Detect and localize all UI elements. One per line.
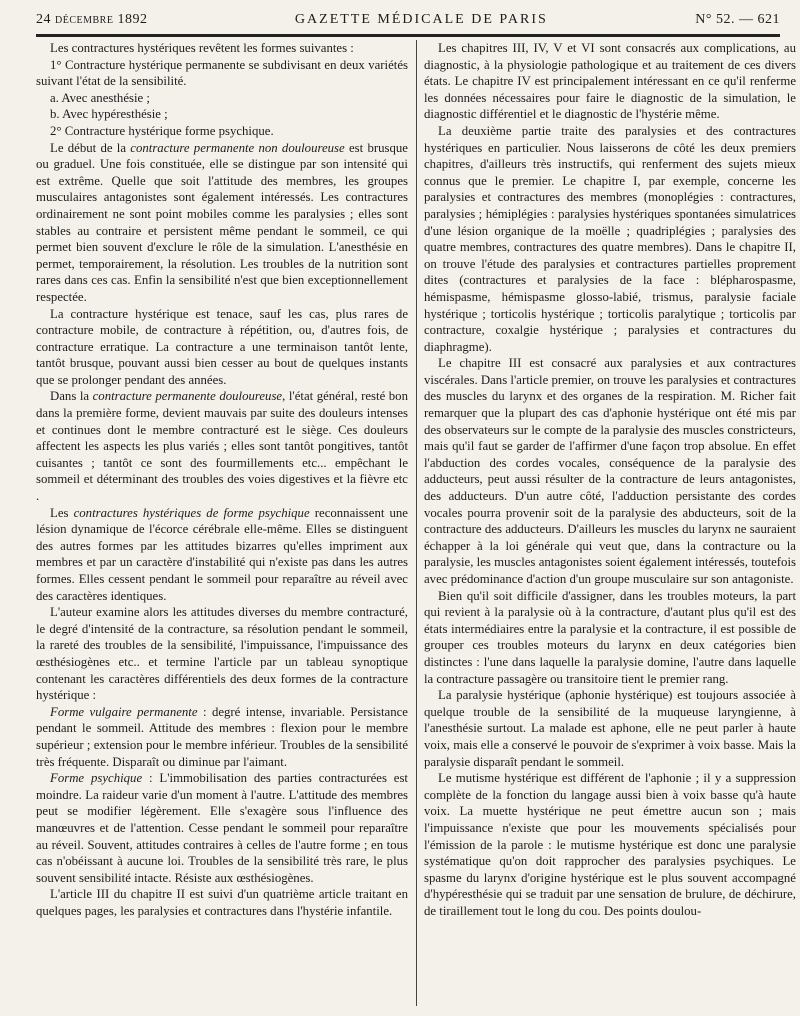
page-header [36,6,780,34]
list-item: 2° Contracture hystérique forme psychique. [50,123,274,138]
right-paragraph: Le chapitre III est consacré aux paralysies et aux contractures viscérales. Dans l'article premier, on trouve les paralysies et contractures des muscles du larynx et des organes de la respiration. M. Richer fait remarquer que la plupart des cas d'aphonie hystérique ont été mis par des observateurs sur le compte de la paralysie des muscles constricteurs, mais qu'il faut se garder de l'affirmer d'une façon trop absolue. En effet l'abduction des cordes vocales, conséquence de la paralysie des adducteurs, peut aussi résulter de la contracture de leurs antagonistes, des adducteurs. D'un autre côté, l'adduction persistante des cordes vocales pourra provenir soit de la paralysie des abducteurs, soit de la contracture des adducteurs. D'ailleurs les muscles du larynx ne sauraient échapper à la loi générale qui veut que, dans la contracture ou la paralysie, les muscles antagonistes soient également intéressés, toutefois avec prédominance d'action d'un groupe musculaire sur son antagoniste. [424,356,796,586]
header-page-number: N° 52. — 621 [695,12,780,27]
right-column [424,40,796,1010]
header-title: GAZETTE MÉDICALE DE PARIS [294,12,548,27]
header-rule [36,34,780,37]
right-paragraph: La paralysie hystérique (aphonie hystérique) est toujours associée à quelque trouble de la sensibilité de la muqueuse laryngienne, à l'anesthésie surtout. La malade est aphone, elle ne peut parler à haute voix, mais elle a conservé le pouvoir de s'exprimer à voix basse. Mais la paralysie disparaît pendant le sommeil. [424,688,796,769]
list-item: b. Avec hypéresthésie ; [50,107,168,122]
forms-list [36,57,408,140]
right-paragraph: La deuxième partie traite des paralysies et des contractures hystériques en particulier. Nous laisserons de côté les deux premiers chapitres, d'ailleurs très instructifs, qui renferment des sujets mieux connus que le premier. Le chapitre I, par exemple, concerne les paralysies et contractures des membres (monoplégies : contractures, paralysies ; hémiplégies : paralysies hystériques spontanées simulatrices d'une lésion organique de la moëlle ; quadriplégies ; paralysies des quatre membres, contractures des quatre membres). Dans le chapitre II, on trouve l'étude des paralysies et contractures partielles proprement dites (contractures et paralysies de la face : blépharospasme, hémispasme, hémispasme glosso-labié, trismus, paralysie faciale hystérique ; torticolis hystérique ; torticolis paralytique ; torticolis par contracture, coxalgie hystérique ; paralysies et contractures du diaphragme). [424,123,796,354]
left-paragraph: Les contractures hystériques revêtent les formes suivantes : [50,41,354,55]
left-paragraph: La contracture hystérique est tenace, sauf les cas, plus rares de contracture mobile, de contracture à répétition, ou, d'autres fois, de contracture erratique. La contracture a une terminaison tantôt lente, tantôt brusque, pouvant aussi bien cesser au bout de quelques instants que se prolonger pendant des années. [36,306,408,387]
list-item: 1° Contracture hystérique permanente se subdivisant en deux variétés suivant l'état de la sensibilité. [36,57,408,89]
left-paragraph: Forme psychique : L'immobilisation des parties contracturées est moindre. La raideur varie d'un moment à l'autre. L'attitude des membres peut se modifier légèrement. Elle s'exagère sous l'influence des manœuvres et de l'attention. Cesse pendant le sommeil pour reparaître au réveil. Souvent, attitudes contraires à celles de l'autre forme ; en tous cas n'obéissant à aucune loi. Troubles de la sensibilité très rare, le plus souvent sensibilité intacte. Résiste aux œsthésiogènes. [36,771,408,885]
left-column [36,40,408,1010]
left-paragraph: Les contractures hystériques de forme psychique reconnaissent une lésion dynamique de l'écorce cérébrale elle-même. Elles se distinguent des autres formes par les attitudes bizarres qu'elles impriment aux membres et par un caractère d'instabilité qui n'existe pas dans les autres formes. Elles cessent pendant le sommeil pour reparaître au réveil avec des caractères identiques. [36,505,408,603]
right-paragraph: Les chapitres III, IV, V et VI sont consacrés aux complications, au diagnostic, à la physiologie pathologique et au traitement de ces divers états. Le chapitre IV est principalement intéressant en ce qu'il renferme les données nécessaires pour faire le diagnostic de la simulation, le diagnostic différentiel et le diagnostic de l'hystérie même. [424,41,796,122]
left-paragraph: Le début de la contracture permanente non douloureuse est brusque ou graduel. Une fois constituée, elle se distingue par son intensité qui est extrême. Quelle que soit l'attitude des membres, les groupes musculaires antagonistes sont également intéressés. Les contractures ordinairement ne sont point mobiles comme les paralysies ; elles sont stables au contraire et persistent même pendant le sommeil, ce qui permet bien souvent d'exclure le rôle de la simulation. L'anesthésie en permet, temporairement, la résolution. Les troubles de la nutrition sont rares dans ces cas. Enfin la sensibilité n'est que bien exceptionnellement respectée. [36,140,408,304]
left-paragraph: Dans la contracture permanente douloureuse, l'état général, resté bon dans la première forme, devient mauvais par suite des douleurs intenses et continues dont le membre contracturé est le siège. Ces douleurs affectent les aspects les plus variés ; elles sont tantôt pongitives, tantôt cuisantes ; tantôt ce sont des fourmillements etc... empêchant le sommeil et déterminant des troubles des voies digestives et la fièvre etc . [36,389,408,504]
right-paragraph: Bien qu'il soit difficile d'assigner, dans les troubles moteurs, la part qui revient à la paralysie où à la contracture, d'autant plus qu'il est des états intermédiaires entre la paralysie et la contracture, il est possible de grouper ces troubles moteurs du larynx en deux catégories bien distinctes : l'une dans laquelle la paralysie domine, l'autre dans laquelle la contracture passagère ou transitoire tient le premier rang. [424,588,796,686]
left-paragraph: Forme vulgaire permanente : degré intense, invariable. Persistance pendant le sommeil. Attitude des membres : flexion pour le membre supérieur ; extension pour le membre inférieur. Troubles de la sensibilité très fréquente. Disparaît ou diminue par l'aimant. [36,704,408,769]
header-date: 24 décembre 1892 [36,12,148,27]
list-item: a. Avec anesthésie ; [50,90,150,105]
left-paragraph: L'auteur examine alors les attitudes diverses du membre contracturé, le degré d'intensité de la contracture, sa résolution pendant le sommeil, la rareté des troubles de la sensibilité, l'impuissance, l'impuissance des œsthésiogènes etc.. et termine l'article par un tableau synoptique contenant les caractères différentiels des deux formes de la contracture hystérique : [36,605,408,703]
right-paragraph: Le mutisme hystérique est différent de l'aphonie ; il y a suppression complète de la fonction du langage aussi bien à voix basse qu'à haute voix. La muette hystérique ne peut émettre aucun son ; mais l'impuissance n'existe que pour les mouvements spécialisés pour l'émission de la parole : le mutisme hystérique est donc une paralysie systématique qu'on doit rapprocher des paralysies psychiques. Le spasme du larynx d'origine hystérique est le plus souvent accompagné d'hypéresthésie qui se traduit par une sensation de brulure, de déchirure, de tiraillement tout le long du cou. Des points doulou- [424,771,796,918]
left-paragraph: L'article III du chapitre II est suivi d'un quatrième article traitant en quelques pages, les paralysies et contractures dans l'hystérie infantile. [36,887,408,918]
column-divider [416,40,417,1006]
